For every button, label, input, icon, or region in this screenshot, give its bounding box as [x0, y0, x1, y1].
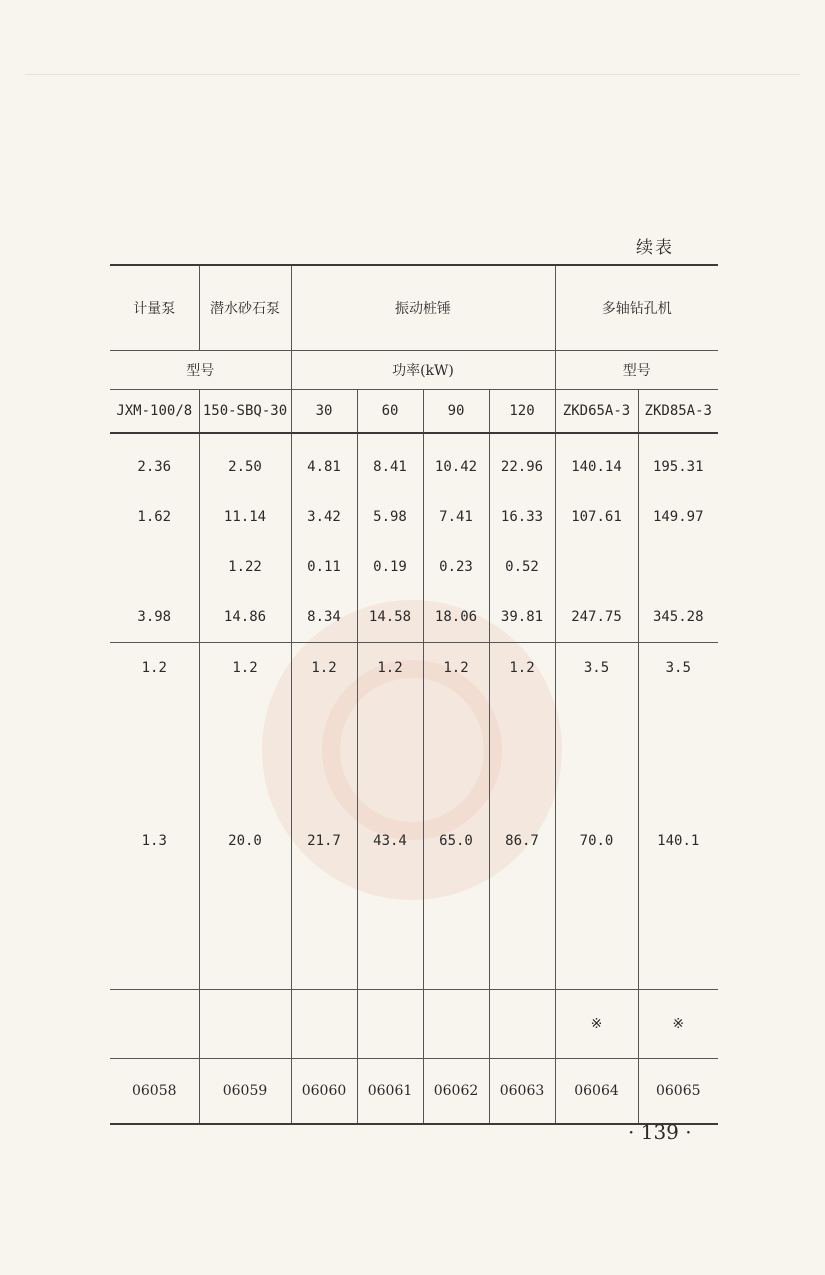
- data-cell: 11.14: [199, 492, 291, 542]
- data-cell: 149.97: [638, 492, 718, 542]
- mark-cell: [489, 989, 555, 1058]
- data-cell: 0.11: [291, 542, 357, 592]
- code-cell: 06062: [423, 1058, 489, 1124]
- data-cell: 8.34: [291, 592, 357, 643]
- table-row: [110, 492, 718, 542]
- data-cell: 195.31: [638, 433, 718, 492]
- code-cell: 06063: [489, 1058, 555, 1124]
- data-cell: 70.0: [555, 693, 638, 989]
- data-cell: 247.75: [555, 592, 638, 643]
- machinery-cost-table: [110, 264, 718, 1125]
- mark-cell: [423, 989, 489, 1058]
- data-cell: 22.96: [489, 433, 555, 492]
- code-cell: 06059: [199, 1058, 291, 1124]
- table-row-marks: [110, 989, 718, 1058]
- model-cell: 30: [291, 390, 357, 434]
- data-cell: 0.19: [357, 542, 423, 592]
- data-cell: 140.14: [555, 433, 638, 492]
- code-cell: 06064: [555, 1058, 638, 1124]
- data-cell: 1.2: [291, 643, 357, 694]
- data-cell: 14.58: [357, 592, 423, 643]
- mark-cell: ※: [638, 989, 718, 1058]
- data-cell: 18.06: [423, 592, 489, 643]
- table-row: [110, 542, 718, 592]
- data-cell: 7.41: [423, 492, 489, 542]
- data-cell: 1.2: [489, 643, 555, 694]
- data-cell: 1.2: [110, 643, 199, 694]
- header-vibratory-pile-hammer: 振动桩锤: [291, 265, 555, 351]
- data-cell: [555, 542, 638, 592]
- data-cell: 20.0: [199, 693, 291, 989]
- data-cell: 3.42: [291, 492, 357, 542]
- data-cell: 14.86: [199, 592, 291, 643]
- model-cell: 150-SBQ-30: [199, 390, 291, 434]
- data-cell: 1.22: [199, 542, 291, 592]
- data-cell: 140.1: [638, 693, 718, 989]
- data-cell: 10.42: [423, 433, 489, 492]
- data-cell: 0.52: [489, 542, 555, 592]
- data-cell: 2.36: [110, 433, 199, 492]
- data-cell: 3.98: [110, 592, 199, 643]
- model-cell: 120: [489, 390, 555, 434]
- data-cell: 8.41: [357, 433, 423, 492]
- data-cell: 21.7: [291, 693, 357, 989]
- header-metering-pump: 计量泵: [110, 265, 199, 351]
- data-cell: 1.3: [110, 693, 199, 989]
- data-cell: 107.61: [555, 492, 638, 542]
- code-cell: 06061: [357, 1058, 423, 1124]
- table-row: [110, 592, 718, 643]
- data-cell: 3.5: [638, 643, 718, 694]
- code-cell: 06060: [291, 1058, 357, 1124]
- data-cell: 0.23: [423, 542, 489, 592]
- header-rule: [25, 74, 800, 75]
- data-cell: 1.2: [199, 643, 291, 694]
- code-cell: 06058: [110, 1058, 199, 1124]
- header-row-models: [110, 390, 718, 434]
- code-cell: 06065: [638, 1058, 718, 1124]
- page-number: · 139 ·: [628, 1120, 692, 1144]
- data-cell: 86.7: [489, 693, 555, 989]
- data-cell: 1.2: [357, 643, 423, 694]
- table-row: [110, 643, 718, 694]
- model-cell: ZKD65A-3: [555, 390, 638, 434]
- header-power: 功率(kW): [291, 351, 555, 390]
- table-row: [110, 693, 718, 989]
- header-multi-axis-drill: 多轴钻孔机: [555, 265, 718, 351]
- mark-cell: ※: [555, 989, 638, 1058]
- header-submersible-sand-pump: 潜水砂石泵: [199, 265, 291, 351]
- model-cell: JXM-100/8: [110, 390, 199, 434]
- continued-table-label: 续表: [636, 238, 674, 258]
- mark-cell: [199, 989, 291, 1058]
- header-row-params: [110, 351, 718, 390]
- mark-cell: [357, 989, 423, 1058]
- header-model-right: 型号: [555, 351, 718, 390]
- mark-cell: [110, 989, 199, 1058]
- data-cell: 1.62: [110, 492, 199, 542]
- header-model-left: 型号: [110, 351, 291, 390]
- data-cell: 4.81: [291, 433, 357, 492]
- data-cell: 1.2: [423, 643, 489, 694]
- model-cell: ZKD85A-3: [638, 390, 718, 434]
- data-cell: 39.81: [489, 592, 555, 643]
- model-cell: 60: [357, 390, 423, 434]
- data-cell: 345.28: [638, 592, 718, 643]
- header-row-names: [110, 265, 718, 351]
- table-row-codes: [110, 1058, 718, 1124]
- data-cell: [110, 542, 199, 592]
- data-cell: 5.98: [357, 492, 423, 542]
- mark-cell: [291, 989, 357, 1058]
- model-cell: 90: [423, 390, 489, 434]
- data-cell: 2.50: [199, 433, 291, 492]
- data-cell: [638, 542, 718, 592]
- data-cell: 3.5: [555, 643, 638, 694]
- data-cell: 43.4: [357, 693, 423, 989]
- table-row: [110, 433, 718, 492]
- data-cell: 65.0: [423, 693, 489, 989]
- data-cell: 16.33: [489, 492, 555, 542]
